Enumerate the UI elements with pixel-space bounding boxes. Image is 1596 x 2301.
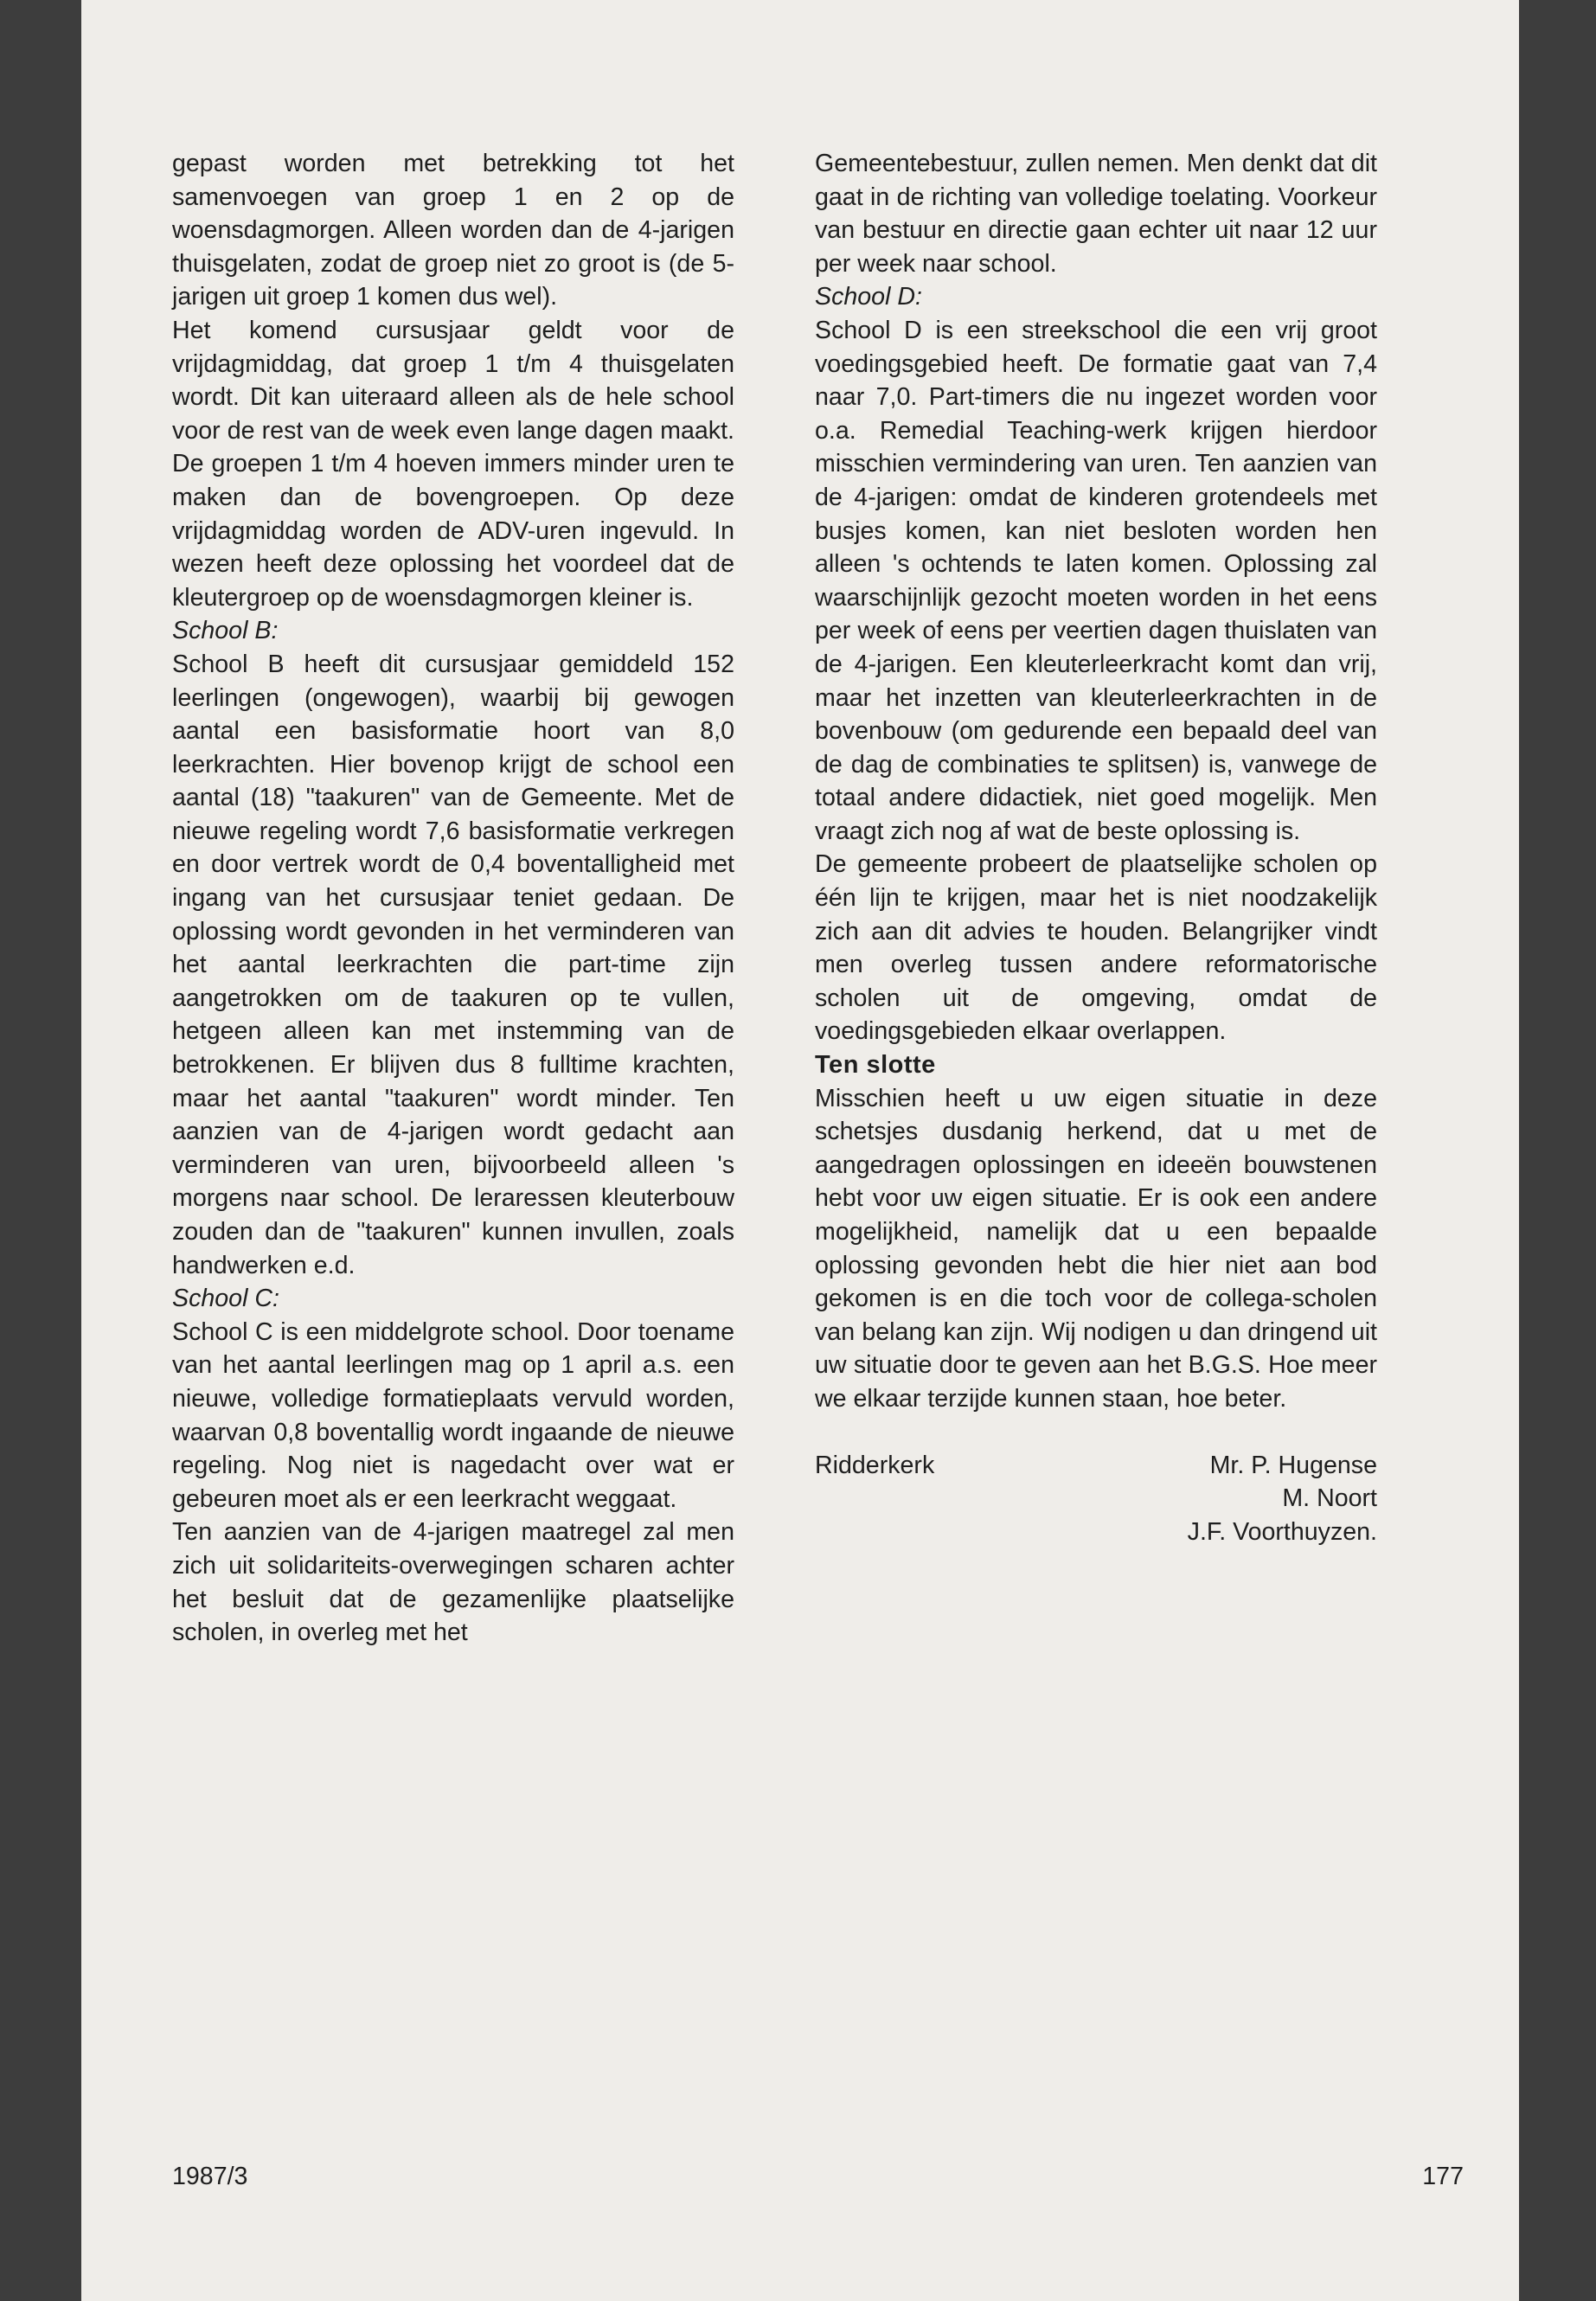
section-title-school-d: School D: [815,283,922,311]
school-d-paragraph: De gemeente probeert de plaatselijke scholen op één lijn te krijgen, maar het is niet noodzakelijk zich aan dit advies te houden. Belangrijker vindt men overleg tussen andere reformatorische scholen uit de omgeving, omdat de voedingsgebieden elkaar overlappen. [815,850,1377,1046]
school-d-paragraph: School D is een streekschool die een vrij groot voedingsgebied heeft. De formatie gaat van 7,4 naar 7,0. Part-timers die nu ingezet worden voor o.a. Remedial Teaching-werk krijgen hierdoor misschien vermindering van uren. Ten aanzien van de 4-jarigen: omdat de kinderen grotendeels met busjes komen, kan niet besloten worden hen alleen 's ochtends te laten komen. Oplossing zal waarschijnlijk gezocht moeten worden in het eens per week of eens per veertien dagen thuislaten van de 4-jarigen. Een kleuterleerkracht komt dan vrij, maar het inzetten van kleuterleerkrachten in de bovenbouw (om gedurende een bepaald deel van de dag de combinaties te splitsen) is, vanwege de totaal andere didactiek, niet goed mogelijk. Men vraagt zich nog af wat de beste oplossing is. [815,316,1377,845]
signature-name: Mr. P. Hugense [1209,1451,1377,1479]
signature-names [1188,1449,1377,1549]
intro-paragraph: gepast worden met betrekking tot het samenvoegen van groep 1 en 2 op de woensdagmorgen. Alleen worden dan de 4-jarigen thuisgelaten, zodat de groep niet zo groot is (de 5-jarigen uit groep 1 komen dus wel). [172,150,734,311]
section-title-school-c: School C: [172,1285,279,1313]
intro-paragraph: Het komend cursusjaar geldt voor de vrijdagmiddag, dat groep 1 t/m 4 thuisgelaten wordt. Dit kan uiteraard alleen als de hele school voor de rest van de week even lange dagen maakt. De groepen 1 t/m 4 hoeven immers minder uren te maken dan de bovengroepen. Op deze vrijdagmiddag worden de ADV-uren ingevuld. In wezen heeft deze oplossing het voordeel dat de kleutergroep op de woensdagmorgen kleiner is. [172,316,734,612]
signature-block [815,1449,1377,1549]
section-title-school-b: School B: [172,617,279,645]
left-column [172,147,734,1650]
signature-name: J.F. Voorthuyzen. [1187,1517,1377,1546]
signature-name: M. Noort [1282,1484,1377,1513]
school-c-paragraph: Ten aanzien van de 4-jarigen maatregel zal men zich uit solidariteits-overwegingen scharen achter het besluit dat de gezamenlijke plaatselijke scholen, in overleg met het [172,1518,734,1647]
page-number: 177 [1422,2163,1464,2190]
right-column [815,147,1377,1548]
issue-number: 1987/3 [172,2163,248,2190]
continuation-paragraph: Gemeentebestuur, zullen nemen. Men denkt dat dit gaat in de richting van volledige toelating. Voorkeur van bestuur en directie gaan echter uit naar 12 uur per week naar school. [815,150,1377,278]
school-c-paragraph: School C is een middelgrote school. Door toename van het aantal leerlingen mag op 1 april a.s. een nieuwe, volledige formatieplaats vervuld worden, waarvan 0,8 boventallig wordt ingaande de nieuwe regeling. Nog niet is nagedacht over wat er gebeuren moet als er een leerkracht weggaat. [172,1317,734,1513]
document-page [81,0,1519,2301]
closing-paragraph: Misschien heeft u uw eigen situatie in deze schetsjes dusdanig herkend, dat u met de aangedragen oplossingen en ideeën bouwstenen hebt voor uw eigen situatie. Er is ook een andere mogelijkheid, namelijk dat u een bepaalde oplossing gevonden hebt die hier niet aan bod gekomen is en die toch voor de collega-scholen van belang kan zijn. Wij nodigen u dan dringend uit uw situatie door te geven aan het B.G.S. Hoe meer we elkaar terzijde kunnen staan, hoe beter. [815,1084,1377,1413]
school-b-paragraph: School B heeft dit cursusjaar gemiddeld 152 leerlingen (ongewogen), waarbij bij gewogen aantal een basisformatie hoort van 8,0 leerkrachten. Hier bovenop krijgt de school een aantal (18) "taakuren" van de Gemeente. Met de nieuwe regeling wordt 7,6 basisformatie verkregen en door vertrek wordt de 0,4 boventalligheid met ingang van het cursusjaar teniet gedaan. De oplossing wordt gevonden in het verminderen van het aantal leerkrachten die part-time zijn aangetrokken om de taakuren op te vullen, hetgeen alleen kan met instemming van de betrokkenen. Er blijven dus 8 fulltime krachten, maar het aantal "taakuren" wordt minder. Ten aanzien van de 4-jarigen wordt gedacht aan verminderen van uren, bijvoorbeeld alleen 's morgens naar school. De leraressen kleuterbouw zouden dan de "taakuren" kunnen invullen, zoals handwerken e.d. [172,650,734,1279]
closing-heading: Ten slotte [815,1051,936,1080]
signature-place: Ridderkerk [815,1451,935,1479]
